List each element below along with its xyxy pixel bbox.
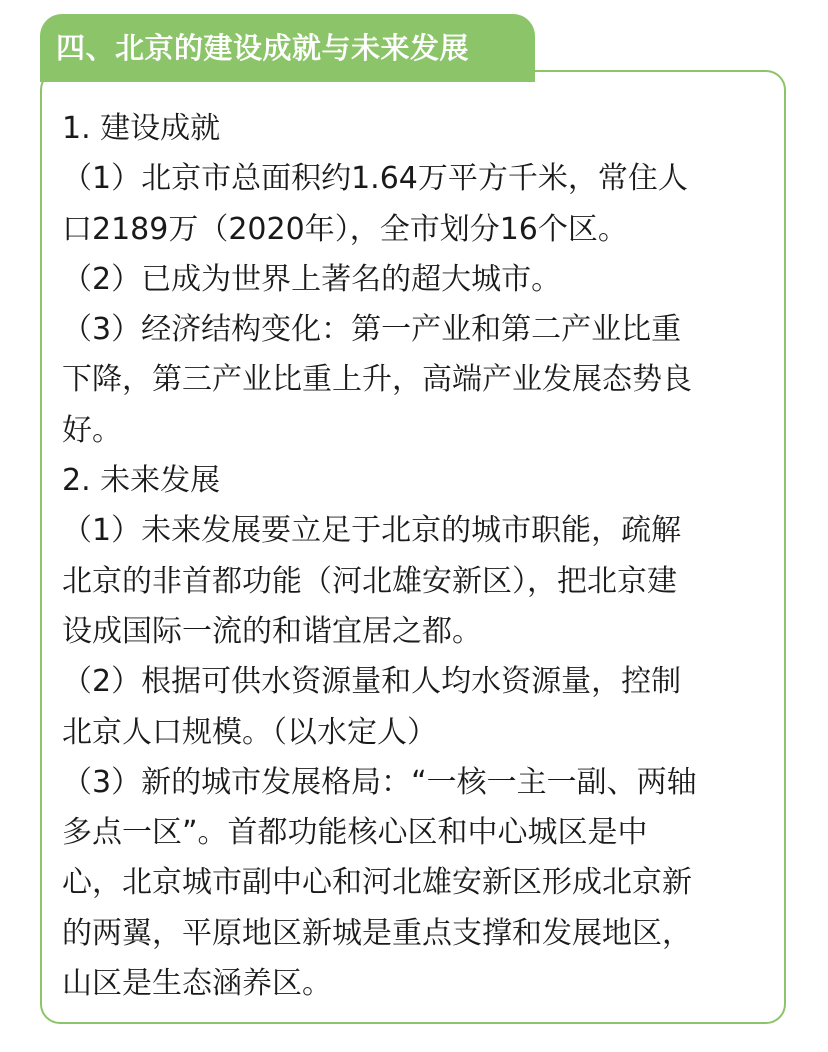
text-line: 好。	[62, 412, 122, 448]
text-line: 北京的非首都功能（河北雄安新区），把北京建	[62, 563, 677, 599]
text-line: 2. 未来发展	[62, 463, 221, 499]
section-title: 四、北京的建设成就与未来发展	[40, 14, 535, 82]
text-line: 心，北京城市副中心和河北雄安新区形成北京新	[62, 865, 692, 901]
text-line: （2）根据可供水资源量和人均水资源量，控制	[62, 664, 682, 700]
text-line: 下降，第三产业比重上升，高端产业发展态势良	[62, 362, 692, 398]
text-line: 多点一区”。首都功能核心区和中心城区是中	[62, 815, 648, 851]
text-line: 口2189万（2020年），全市划分16个区。	[62, 211, 628, 247]
text-line: （1）未来发展要立足于北京的城市职能，疏解	[62, 513, 682, 549]
text-line: 的两翼，平原地区新城是重点支撑和发展地区，	[62, 915, 692, 951]
text-line: （1）北京市总面积约1.64万平方千米，常住人	[62, 161, 688, 197]
text-line: 北京人口规模。（以水定人）	[62, 714, 437, 750]
text-line: （3）新的城市发展格局：“一核一主一副、两轴	[62, 764, 697, 800]
text-line: 1. 建设成就	[62, 111, 221, 146]
text-line: 山区是生态涵养区。	[62, 966, 332, 1002]
text-line: （2）已成为世界上著名的超大城市。	[62, 261, 562, 297]
content-body	[62, 104, 762, 1009]
text-line: 设成国际一流的和谐宜居之都。	[62, 613, 482, 649]
text-line: （3）经济结构变化：第一产业和第二产业比重	[62, 312, 682, 348]
